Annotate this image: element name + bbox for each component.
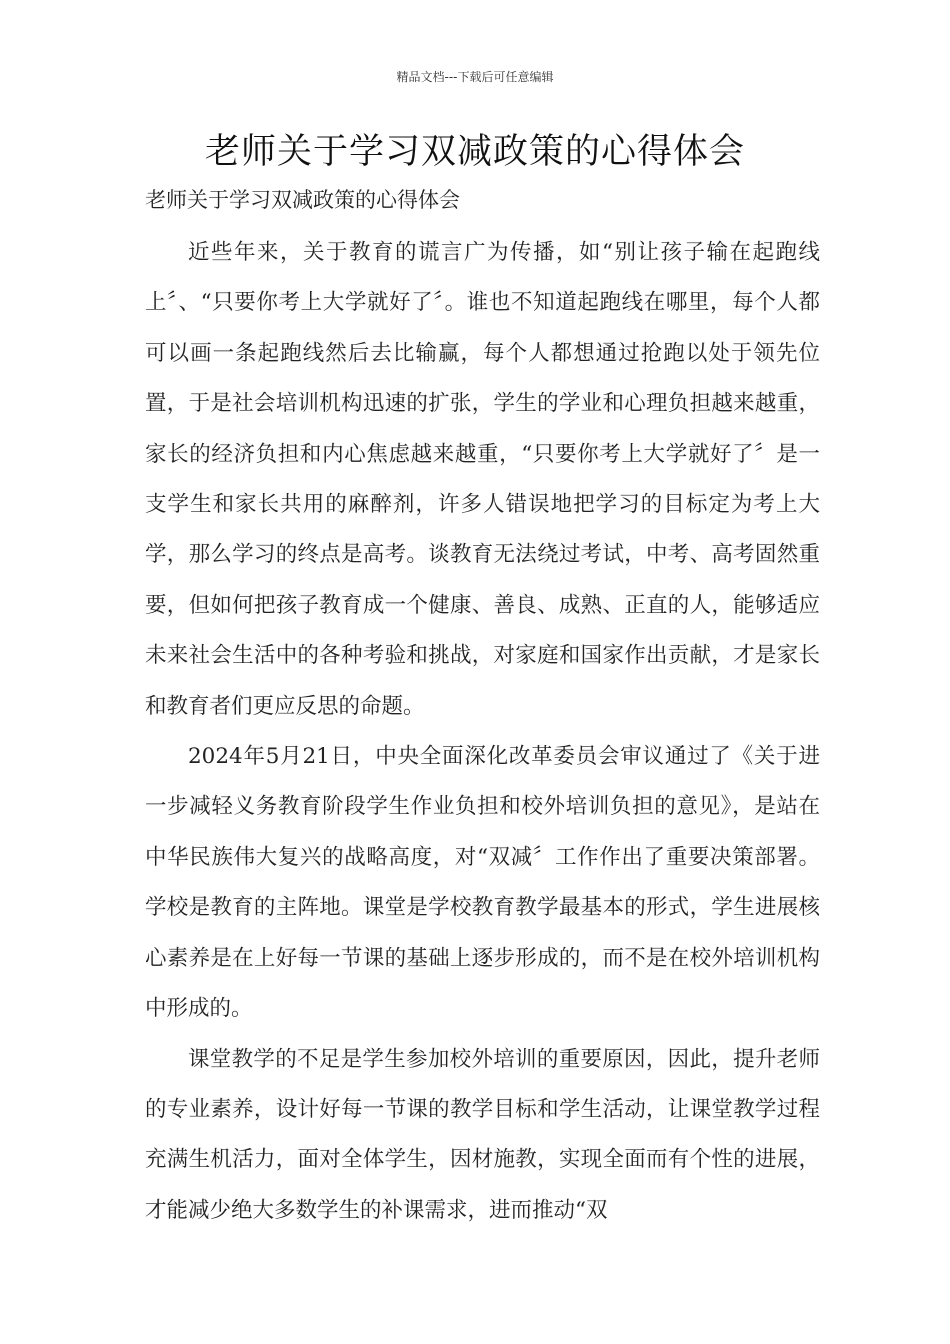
document-body: [145, 228, 820, 1236]
paragraph: 2024年5月21日，中央全面深化改革委员会审议通过了《关于进一步减轻义务教育阶段学生作业负担和校外培训负担的意见》，是站在中华民族伟大复兴的战略高度，对“双减〞工作作出了重要决策部署。学校是教育的主阵地。课堂是学校教育教学最基本的形式，学生进展核心素养是在上好每一节课的基础上逐步形成的，而不是在校外培训机构中形成的。: [145, 744, 820, 1022]
paragraph: 近些年来，关于教育的谎言广为传播，如“别让孩子输在起跑线上〞、“只要你考上大学就好了〞。谁也不知道起跑线在哪里，每个人都可以画一条起跑线然后去比输赢，每个人都想通过抢跑以处于领先位置，于是社会培训机构迅速的扩张，学生的学业和心理负担越来越重，家长的经济负担和内心焦虑越来越重，“只要你考上大学就好了〞是一支学生和家长共用的麻醉剂，许多人错误地把学习的目标定为考上大学，那么学习的终点是高考。谈教育无法绕过考试，中考、高考固然重要，但如何把孩子教育成一个健康、善良、成熟、正直的人，能够适应未来社会生活中的各种考验和挑战，对家庭和国家作出贡献，才是家长和教育者们更应反思的命题。: [145, 240, 820, 719]
page-header-note: 精品文档---下载后可任意编辑: [396, 70, 554, 84]
paragraph: 课堂教学的不足是学生参加校外培训的重要原因，因此，提升老师的专业素养，设计好每一节课的教学目标和学生活动，让课堂教学过程充满生机活力，面对全体学生，因材施教，实现全面而有个性的进展，才能减少绝大多数学生的补课需求，进而推动“双: [145, 1046, 820, 1223]
document-title: 老师关于学习双减政策的心得体会: [204, 132, 745, 172]
document-subtitle: 老师关于学习双减政策的心得体会: [145, 188, 460, 212]
